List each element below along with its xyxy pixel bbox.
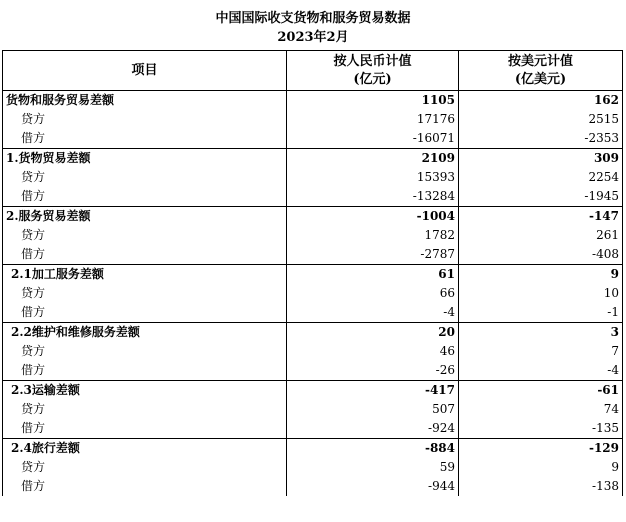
table-row-detail: [3, 168, 623, 187]
header-usd-unit: (亿美元): [514, 71, 567, 87]
usd-value: 2254: [459, 168, 623, 187]
table-row-detail: [3, 458, 623, 477]
usd-value: 2515: [459, 110, 623, 129]
usd-value: 10: [459, 284, 623, 303]
rmb-value: 507: [287, 400, 459, 419]
rmb-value: -944: [287, 477, 459, 496]
usd-value: -138: [459, 477, 623, 496]
rmb-value: -13284: [287, 187, 459, 207]
table-row-detail: [3, 226, 623, 245]
row-label: 2.1加工服务差额: [3, 265, 287, 285]
rmb-value: -1004: [287, 207, 459, 227]
table-row-detail: [3, 361, 623, 381]
table-row-detail: [3, 129, 623, 149]
table-header-row: [3, 51, 623, 91]
table-period: 2023年2月: [277, 30, 349, 45]
rmb-value: -417: [287, 381, 459, 401]
trade-data-table: [2, 50, 623, 496]
row-label: 借方: [3, 187, 287, 207]
rmb-value: 66: [287, 284, 459, 303]
table-body: [3, 91, 623, 497]
rmb-value: -4: [287, 303, 459, 323]
rmb-value: 20: [287, 323, 459, 343]
row-label: 2.4旅行差额: [3, 439, 287, 459]
table-row-detail: [3, 110, 623, 129]
table-row-category: [3, 323, 623, 343]
header-rmb-title: 按人民币计值: [333, 53, 412, 69]
header-usd: [459, 51, 623, 91]
row-label: 1.货物贸易差额: [3, 149, 287, 169]
header-rmb-unit: (亿元): [353, 71, 392, 87]
table-row-detail: [3, 342, 623, 361]
row-label: 贷方: [3, 400, 287, 419]
usd-value: -1945: [459, 187, 623, 207]
usd-value: -129: [459, 439, 623, 459]
row-label: 贷方: [3, 342, 287, 361]
row-label: 借方: [3, 477, 287, 496]
rmb-value: 1105: [287, 91, 459, 111]
rmb-value: -924: [287, 419, 459, 439]
usd-value: 3: [459, 323, 623, 343]
usd-value: 309: [459, 149, 623, 169]
row-label: 货物和服务贸易差额: [3, 91, 287, 111]
usd-value: -408: [459, 245, 623, 265]
rmb-value: 17176: [287, 110, 459, 129]
usd-value: 261: [459, 226, 623, 245]
table-row-detail: [3, 477, 623, 496]
rmb-value: 46: [287, 342, 459, 361]
rmb-value: 15393: [287, 168, 459, 187]
usd-value: -61: [459, 381, 623, 401]
table-row-category: [3, 439, 623, 459]
row-label: 借方: [3, 129, 287, 149]
row-label: 借方: [3, 419, 287, 439]
header-usd-title: 按美元计值: [507, 53, 573, 69]
usd-value: 74: [459, 400, 623, 419]
row-label: 借方: [3, 245, 287, 265]
header-item: 项目: [3, 51, 287, 91]
rmb-value: -2787: [287, 245, 459, 265]
table-row-category: [3, 149, 623, 169]
rmb-value: -16071: [287, 129, 459, 149]
row-label: 贷方: [3, 284, 287, 303]
row-label: 借方: [3, 361, 287, 381]
usd-value: -135: [459, 419, 623, 439]
usd-value: 9: [459, 265, 623, 285]
usd-value: 7: [459, 342, 623, 361]
table-row-category: [3, 381, 623, 401]
rmb-value: 59: [287, 458, 459, 477]
usd-value: -2353: [459, 129, 623, 149]
table-row-detail: [3, 245, 623, 265]
usd-value: -147: [459, 207, 623, 227]
table-row-detail: [3, 400, 623, 419]
table-row-detail: [3, 303, 623, 323]
rmb-value: -884: [287, 439, 459, 459]
row-label: 贷方: [3, 458, 287, 477]
row-label: 贷方: [3, 226, 287, 245]
row-label: 借方: [3, 303, 287, 323]
row-label: 2.服务贸易差额: [3, 207, 287, 227]
usd-value: 9: [459, 458, 623, 477]
row-label: 2.3运输差额: [3, 381, 287, 401]
rmb-value: 1782: [287, 226, 459, 245]
rmb-value: 2109: [287, 149, 459, 169]
table-row-category: [3, 207, 623, 227]
rmb-value: 61: [287, 265, 459, 285]
table-row-detail: [3, 284, 623, 303]
rmb-value: -26: [287, 361, 459, 381]
row-label: 2.2维护和维修服务差额: [3, 323, 287, 343]
row-label: 贷方: [3, 110, 287, 129]
usd-value: -4: [459, 361, 623, 381]
row-label: 贷方: [3, 168, 287, 187]
usd-value: -1: [459, 303, 623, 323]
header-rmb: [287, 51, 459, 91]
usd-value: 162: [459, 91, 623, 111]
table-row-category: [3, 91, 623, 111]
table-title: 中国国际收支货物和服务贸易数据: [215, 11, 411, 26]
table-row-detail: [3, 187, 623, 207]
table-row-category: [3, 265, 623, 285]
table-row-detail: [3, 419, 623, 439]
